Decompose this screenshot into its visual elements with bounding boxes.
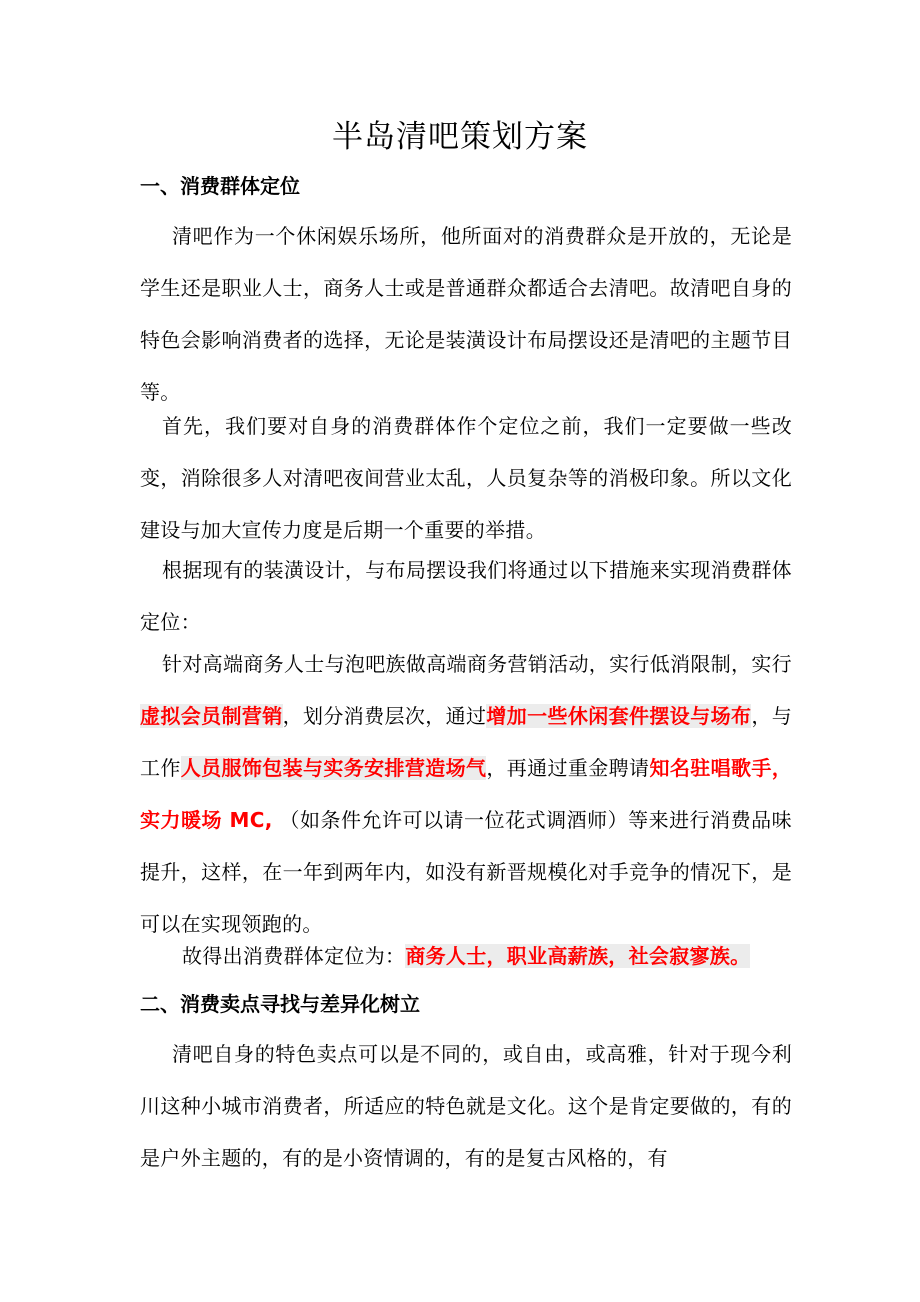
highlight-leisure-furnishings: 增加一些休闲套件摆设与场布	[486, 704, 752, 728]
highlight-virtual-membership: 虚拟会员制营销	[140, 704, 283, 728]
paragraph-text: ，与工作	[140, 704, 793, 780]
highlight-resident-singer: 知名驻唱歌手，实力暖场 MC,	[140, 756, 792, 832]
paragraph: 首先，我们要对自身的消费群体作个定位之前，我们一定要做一些改变，消除很多人对清吧夜间营业太乱，人员复杂等的消极印象。所以文化建设与加大宣传力度是后期一个重要的举措。	[140, 414, 792, 542]
highlight-target-groups: 商务人士，职业高薪族，社会寂寥族。	[405, 944, 751, 968]
paragraph-text: （如条件允许可以请一位花式调酒师）等来进行消费品味提升，这样，在一年到两年内，如没有新晋规模化对手竞争的情况下，是可以在实现领跑的。	[140, 808, 792, 936]
paragraph-text: ，划分消费层次，通过	[282, 704, 487, 728]
paragraph-text: ，再通过重金聘请	[486, 756, 650, 780]
paragraph: 清吧自身的特色卖点可以是不同的，或自由，或高雅，针对于现今利川这种小城市消费者，所适应的特色就是文化。这个是肯定要做的，有的是户外主题的，有的是小资情调的，有的是复古风格的，有	[140, 1042, 792, 1170]
paragraph-conclusion	[140, 930, 792, 982]
paragraph-text: 故得出消费群体定位为：	[182, 944, 406, 968]
section-heading-selling-points: 二、消费卖点寻找与差异化树立	[140, 992, 420, 1016]
paragraph-text: 针对高端商务人士与泡吧族做高端商务营销活动，实行低消限制，实行	[162, 652, 792, 676]
section-heading-consumer-positioning: 一、消费群体定位	[140, 174, 300, 198]
document-title: 半岛清吧策划方案	[332, 119, 588, 155]
paragraph-with-highlights	[140, 638, 792, 950]
paragraph: 清吧作为一个休闲娱乐场所，他所面对的消费群众是开放的，无论是学生还是职业人士，商务人士或是普通群众都适合去清吧。故清吧自身的特色会影响消费者的选择，无论是装潢设计布局摆设还是清吧的主题节目等。	[140, 224, 792, 404]
highlight-staff-attire: 人员服饰包装与实务安排营造场气	[180, 756, 487, 780]
paragraph: 根据现有的装潢设计，与布局摆设我们将通过以下措施来实现消费群体定位：	[140, 558, 792, 634]
